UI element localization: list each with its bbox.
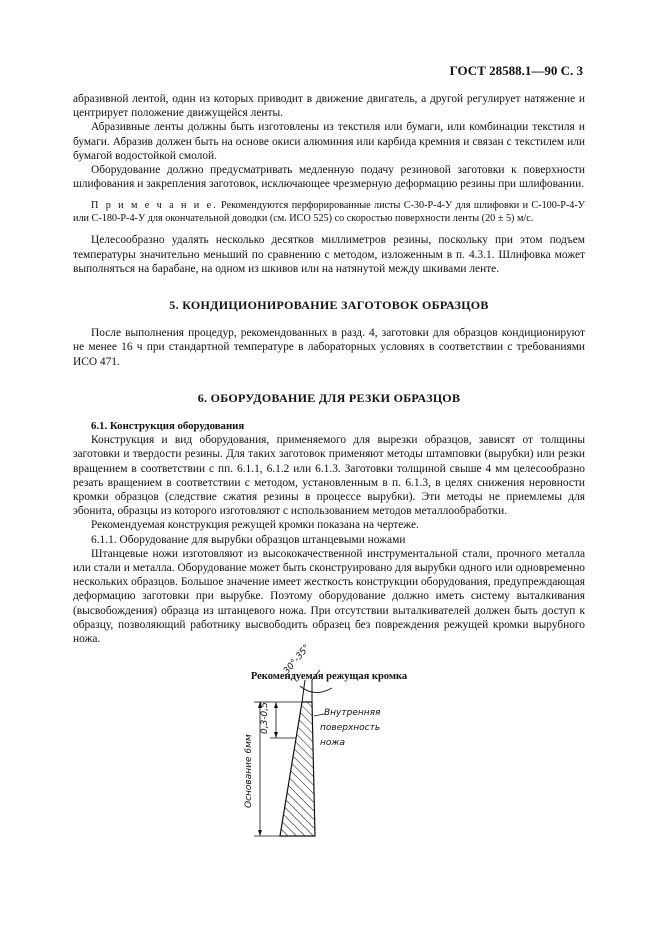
cutting-edge-svg [230, 668, 430, 848]
figure-title: Рекомендуемая режущая кромка [250, 671, 408, 683]
paragraph: Целесообразно удалять несколько десятков миллиметров резины, поскольку при этом подъем температуры значительно меньший по сравнению с методом, изложенным в п. 4.3.1. Шлифовка может выполняться на барабане, на одном из шкивов или на натянутой между шкивами ленте. [73, 234, 585, 275]
subsection-title: 6.1. Конструкция оборудования [91, 420, 245, 433]
paragraph: 6.1.1. Оборудование для вырубки образцов штанцевыми ножами [91, 533, 406, 546]
paragraph: абразивной лентой, один из которых приводит в движение двигатель, а другой регулирует натяжение и центрирует положение движущейся ленты. [73, 93, 585, 120]
note-text: Рекомендуются перфорированные листы С-30-Р-4-У для шлифовки и С-100-Р-4-У или С-180-Р-4-У для окончательной доводки (см. ИСО 525) со скоростью поверхности ленты (20 ± 5) м/с. [73, 200, 585, 225]
paragraph: Оборудование должно предусматривать медленную подачу резиновой заготовки к поверхности шлифования и закрепления заготовок, исключающее чрезмерную деформацию резины при шлифовании. [73, 164, 585, 191]
inner-surface-label-2: поверхность [320, 723, 381, 733]
paragraph: Рекомендуемая конструкция режущей кромки показана на чертеже. [91, 519, 419, 532]
section-title: 5. КОНДИЦИОНИРОВАНИЕ ЗАГОТОВОК ОБРАЗЦОВ [169, 298, 489, 313]
paragraph: Абразивные ленты должны быть изготовлены из текстиля или бумаги, или комбинации текстиля и бумаги. Абразив должен быть на основе окиси алюминия или карбида кремния и связан с текстилем или бумагой водостойкой смолой. [73, 121, 585, 162]
base-dimension-label: Основание 6мм [244, 734, 254, 808]
inner-surface-label-1: Внутренняя [324, 708, 381, 718]
section-title: 6. ОБОРУДОВАНИЕ ДЛЯ РЕЗКИ ОБРАЗЦОВ [197, 390, 461, 405]
blade-section [280, 702, 315, 836]
edge-dimension-label: 0,3-0,5 [260, 702, 270, 734]
page-header: ГОСТ 28588.1—90 С. 3 [449, 63, 583, 78]
paragraph: Конструкция и вид оборудования, применяемого для вырезки образцов, зависят от толщины заготовки и твердости резины. Для таких заготовок применяют методы штамповки (вырубки) или резки вращением в соответствии с пп. 6.1.1, 6.1.2 или 6.1.3. Заготовки толщиной свыше 4 мм целесообразно резать вращением в соответствии с методом, установленным в п. 6.1.3, в целях снижения неровности кромки образцов (следствие сжатия резины в процессе вырубки). Эти методы не приемлемы для эбонита, образцы из которого изготовляют с использованием методов металлообработки. [73, 434, 585, 518]
cutting-edge-drawing [230, 643, 430, 848]
angle-label: 30°-35° [282, 643, 313, 677]
paragraph: После выполнения процедур, рекомендованных в разд. 4, заготовки для образцов кондиционируют не менее 16 ч при стандартной температуре в лабораторных условиях в соответствии с требованиями ИСО 471. [73, 327, 585, 368]
document-body [73, 92, 585, 685]
inner-surface-label-3: ножа [320, 738, 346, 748]
note-label: П р и м е ч а н и е. [91, 200, 218, 212]
paragraph: Штанцевые ножи изготовляют из высококачественной инструментальной стали, прочного металла или стали и металла. Оборудование может быть сконструировано для вырубки одного или одновременно нескольких образцов. Большое значение имеет жесткость конструкции оборудования, предупреждающая деформацию заготовки при вырубке. Поэтому оборудование должно иметь систему выталкивания (высвобождения) образца из штанцевого ножа. При отсутствии выталкивателей должен быть доступ к образцу, позволяющий работнику высвободить образец без повреждения режущей кромки вырубного ножа. [73, 547, 585, 646]
note [73, 199, 585, 225]
